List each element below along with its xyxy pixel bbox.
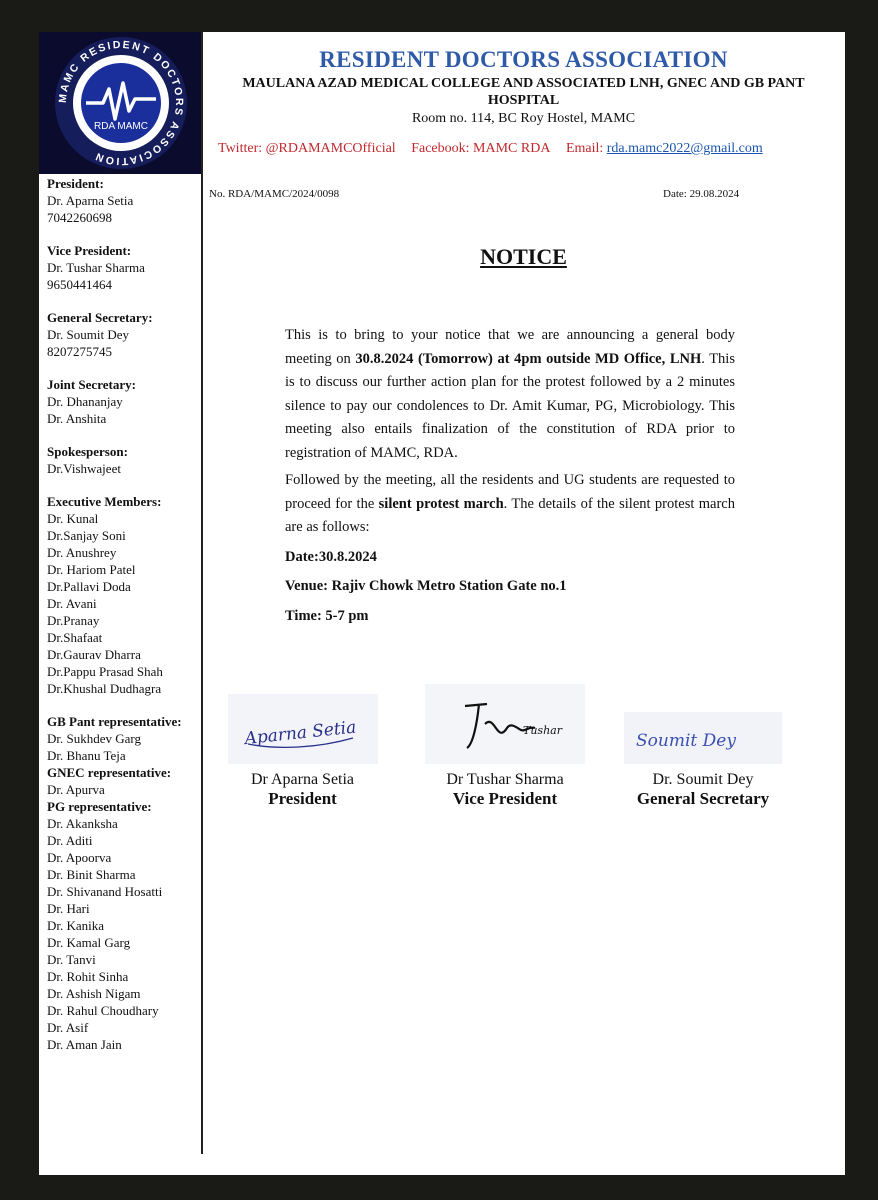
gb-pant-rep: Dr. Bhanu Teja	[47, 748, 126, 763]
gnec-rep: Dr. Apurva	[47, 782, 105, 797]
executive-member: Dr.Shafaat	[47, 630, 103, 645]
notice-date: Date: 29.08.2024	[663, 188, 740, 200]
joint-secretary-label: Joint Secretary:	[47, 377, 136, 392]
paragraph-march: Followed by the meeting, all the residents and UG students are requested to proceed for the silent protest march. The details of the silent protest march are as follows:	[285, 472, 735, 535]
email-link[interactable]: rda.mamc2022@gmail.com	[606, 141, 763, 156]
joint-secretary-name: Dr. Dhananjay	[47, 394, 123, 409]
pg-rep: Dr. Akanksha	[47, 816, 118, 831]
executive-member: Dr. Kunal	[47, 511, 99, 526]
signatory-role: President	[268, 789, 337, 808]
general-secretary-label: General Secretary:	[47, 310, 153, 325]
general-secretary-name: Dr. Soumit Dey	[47, 327, 129, 342]
president-name: Dr. Aparna Setia	[47, 193, 134, 208]
gb-pant-rep: Dr. Sukhdev Garg	[47, 731, 142, 746]
org-name: RESIDENT DOCTORS ASSOCIATION	[319, 47, 728, 72]
logo-ring-text: MAMC RESIDENT DOCTORS ASSOCIATION	[56, 38, 185, 168]
signature-image	[228, 694, 378, 764]
spokesperson-label: Spokesperson:	[47, 444, 128, 459]
gnec-label: GNEC representative:	[47, 765, 172, 780]
signature-vice-president	[425, 684, 585, 809]
march-time: Time: 5-7 pm	[285, 607, 369, 624]
letterhead	[202, 32, 845, 157]
signature-president	[225, 694, 380, 809]
executive-member: Dr. Hariom Patel	[47, 562, 136, 577]
executive-members-label: Executive Members:	[47, 494, 162, 509]
facebook-page: Facebook: MAMC RDA	[411, 141, 551, 156]
sidebar-divider	[201, 32, 203, 1154]
executive-member: Dr.Pallavi Doda	[47, 579, 131, 594]
office-bearers-sidebar	[47, 175, 197, 1053]
pg-rep: Dr. Binit Sharma	[47, 867, 136, 882]
signatory-name: Dr Tushar Sharma	[446, 771, 564, 788]
paragraph-meeting: This is to bring to your notice that we are announcing a general body meeting on 30.8.2024 (Tomorrow) at 4pm outside MD Office, LNH. This is to discuss our further action plan for the protest followed by a 2 minutes silence to pay our condolences to Dr. Amit Kumar, PG, Microbiology. This meeting also entails finalization of the constitution of RDA prior to registration of MAMC, RDA.	[285, 327, 735, 461]
svg-text:Aparna Setia: Aparna Setia	[243, 717, 357, 750]
president-label: President:	[47, 176, 104, 191]
signature-image	[425, 684, 585, 764]
signature-general-secretary	[623, 712, 783, 809]
signatory-name: Dr. Soumit Dey	[652, 771, 754, 788]
pg-rep: Dr. Tanvi	[47, 952, 96, 967]
vice-president-phone: 9650441464	[47, 277, 112, 292]
rda-logo	[39, 32, 202, 174]
signatory-role: General Secretary	[636, 789, 770, 808]
signatory-name: Dr Aparna Setia	[250, 771, 355, 788]
college-name: MAULANA AZAD MEDICAL COLLEGE AND ASSOCIATED LNH, GNEC AND GB PANT HOSPITAL	[242, 76, 805, 108]
executive-member: Dr.Sanjay Soni	[47, 528, 126, 543]
executive-member: Dr.Gaurav Dharra	[47, 647, 141, 662]
signatory-role: Vice President	[452, 789, 558, 808]
notice-title: NOTICE	[480, 244, 567, 269]
reference-number: No. RDA/MAMC/2024/0098	[209, 188, 340, 200]
pg-rep: Dr. Apoorva	[47, 850, 112, 865]
pg-rep: Dr. Ashish Nigam	[47, 986, 141, 1001]
joint-secretary-name: Dr. Anshita	[47, 411, 107, 426]
svg-text:Tushar: Tushar	[523, 724, 562, 737]
pg-rep: Dr. Rohit Sinha	[47, 969, 129, 984]
notice-page	[39, 32, 845, 1175]
email-label: Email:	[565, 141, 607, 156]
spokesperson-name: Dr.Vishwajeet	[47, 461, 121, 476]
executive-member: Dr.Khushal Dudhagra	[47, 681, 162, 696]
rda-emblem-icon	[51, 33, 191, 173]
executive-member: Dr.Pappu Prasad Shah	[47, 664, 163, 679]
pg-rep: Dr. Shivanand Hosatti	[47, 884, 163, 899]
pg-rep: Dr. Kanika	[47, 918, 105, 933]
pg-rep: Dr. Asif	[47, 1020, 89, 1035]
contact-line	[202, 141, 845, 157]
president-phone: 7042260698	[47, 210, 112, 225]
svg-text:Soumit Dey: Soumit Dey	[636, 731, 736, 751]
pg-rep: Dr. Aditi	[47, 833, 93, 848]
vice-president-label: Vice President:	[47, 243, 132, 258]
march-date: Date:30.8.2024	[285, 548, 377, 565]
pg-rep: Dr. Kamal Garg	[47, 935, 131, 950]
pg-label: PG representative:	[47, 799, 152, 814]
twitter-handle: Twitter: @RDAMAMCOfficial	[218, 141, 396, 156]
logo-center-text: RDA MAMC	[93, 121, 148, 132]
notice-body	[285, 324, 735, 628]
address: Room no. 114, BC Roy Hostel, MAMC	[411, 111, 636, 126]
pg-rep: Dr. Aman Jain	[47, 1037, 122, 1052]
pg-rep: Dr. Hari	[47, 901, 90, 916]
march-venue: Venue: Rajiv Chowk Metro Station Gate no.1	[285, 578, 567, 594]
executive-member: Dr.Pranay	[47, 613, 100, 628]
executive-member: Dr. Avani	[47, 596, 97, 611]
executive-member: Dr. Anushrey	[47, 545, 117, 560]
vice-president-name: Dr. Tushar Sharma	[47, 260, 145, 275]
general-secretary-phone: 8207275745	[47, 344, 112, 359]
signature-image	[624, 712, 782, 764]
gb-pant-label: GB Pant representative:	[47, 714, 182, 729]
pg-rep: Dr. Rahul Choudhary	[47, 1003, 159, 1018]
